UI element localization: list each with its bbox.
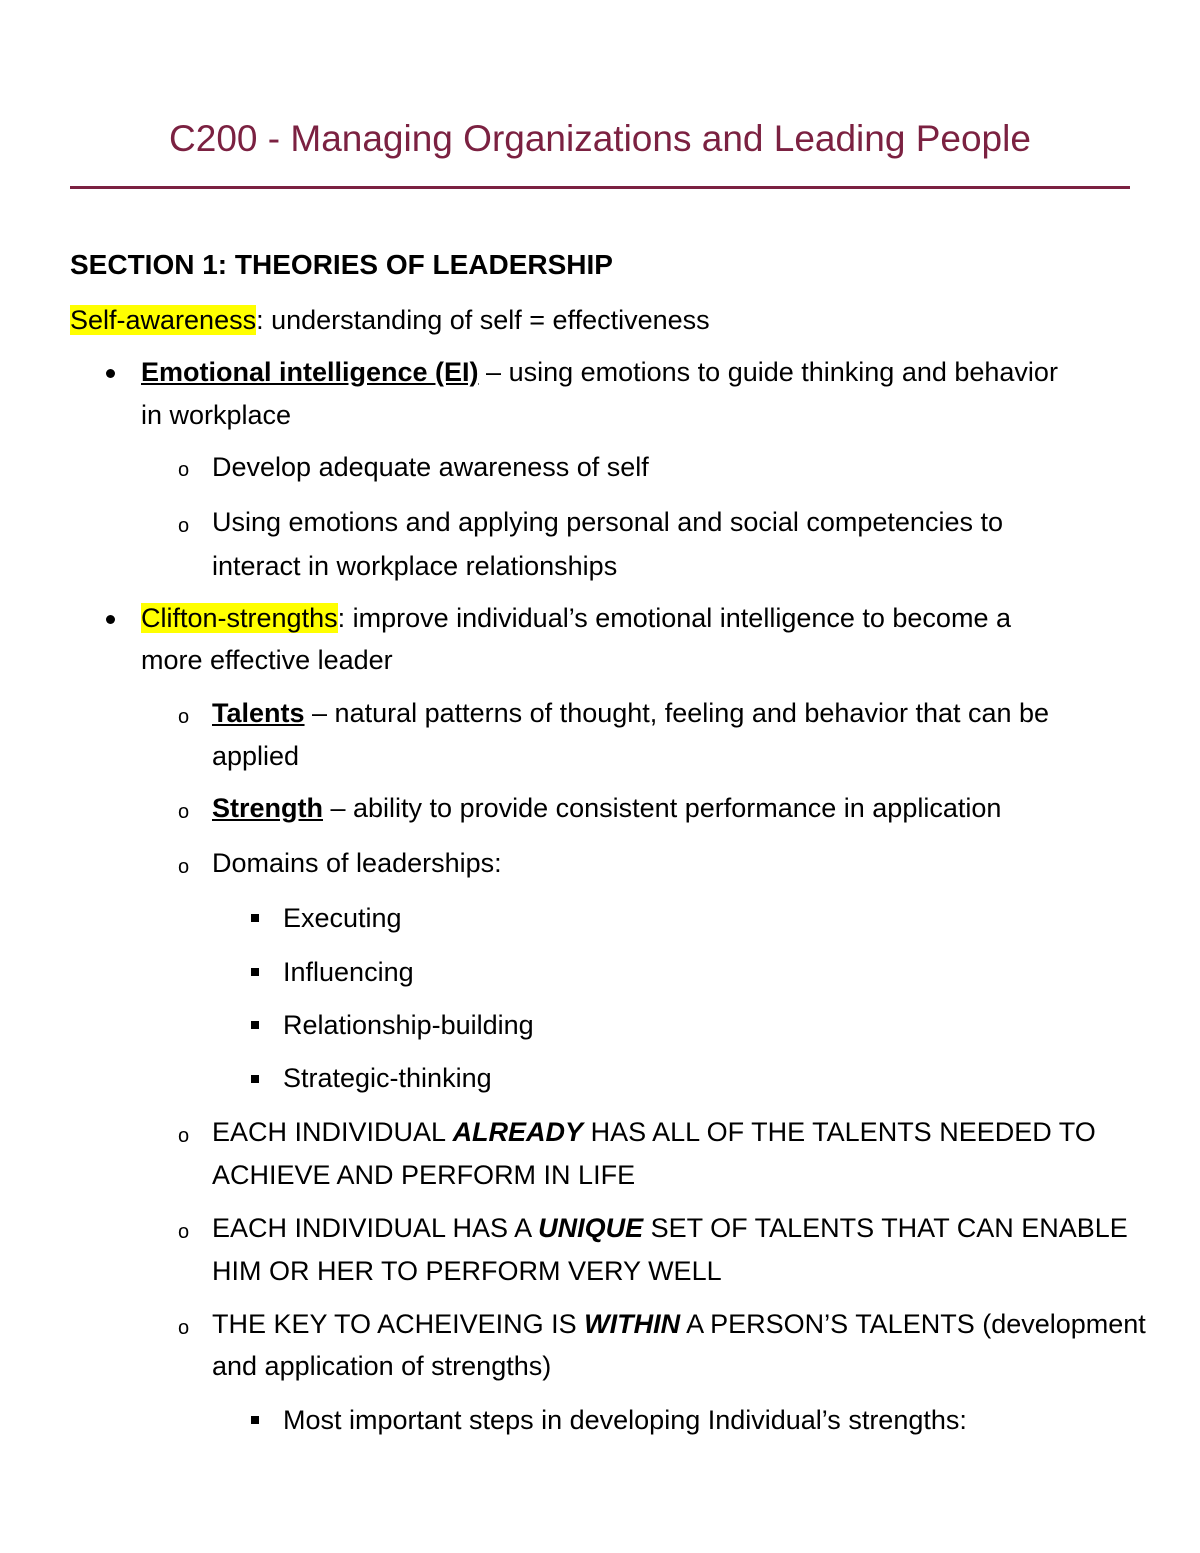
principle-emphasis: UNIQUE <box>538 1213 644 1243</box>
section-heading: SECTION 1: THEORIES OF LEADERSHIP <box>70 249 613 280</box>
principle-emphasis: ALREADY <box>452 1117 584 1147</box>
clifton-term: Clifton-strengths <box>141 603 338 633</box>
ei-sub-item-2-continued: interact in workplace relationships <box>212 551 618 581</box>
title-divider <box>70 186 1130 189</box>
domain-item: Influencing <box>283 957 414 987</box>
square-bullet-icon <box>251 968 259 976</box>
principle-text: SET OF TALENTS THAT CAN ENABLE <box>643 1213 1128 1243</box>
principle-text: EACH INDIVIDUAL HAS A <box>212 1213 539 1243</box>
bullet-icon <box>106 615 115 624</box>
ei-sub-item-1: Develop adequate awareness of self <box>212 452 649 482</box>
circle-bullet-icon: o <box>178 459 190 481</box>
self-awareness-term: Self-awareness <box>70 305 257 335</box>
domain-item: Relationship-building <box>283 1010 534 1040</box>
circle-bullet-icon: o <box>178 706 190 728</box>
principle-1 <box>212 1113 1096 1151</box>
principle-emphasis: WITHIN <box>584 1309 681 1339</box>
square-bullet-icon <box>251 1075 259 1083</box>
principle-text: A PERSON’S TALENTS (development <box>680 1309 1146 1339</box>
square-bullet-icon <box>251 914 259 922</box>
ei-definition: – using emotions to guide thinking and behavior <box>478 357 1058 387</box>
principle-3-continued: and application of strengths) <box>212 1351 552 1381</box>
principle-2 <box>212 1209 1128 1247</box>
bullet-icon <box>106 369 115 378</box>
clifton-line-continued: more effective leader <box>141 645 393 675</box>
principle-3 <box>212 1305 1146 1343</box>
talents-term: Talents <box>212 698 305 728</box>
talents-line <box>212 694 1049 732</box>
principle-text: EACH INDIVIDUAL <box>212 1117 453 1147</box>
talents-definition: – natural patterns of thought, feeling and behavior that can be <box>304 698 1050 728</box>
circle-bullet-icon: o <box>178 801 190 823</box>
principle-1-continued: ACHIEVE AND PERFORM IN LIFE <box>212 1160 636 1190</box>
self-awareness-definition: : understanding of self = effectiveness <box>256 305 710 335</box>
principle-2-continued: HIM OR HER TO PERFORM VERY WELL <box>212 1256 722 1286</box>
ei-sub-item-2: Using emotions and applying personal and social competencies to <box>212 507 1003 537</box>
square-bullet-icon <box>251 1021 259 1029</box>
ei-line <box>141 353 1058 391</box>
domain-item: Strategic-thinking <box>283 1063 492 1093</box>
domains-line: Domains of leaderships: <box>212 848 502 878</box>
clifton-line <box>141 599 1011 637</box>
domain-item: Executing <box>283 903 402 933</box>
clifton-definition: : improve individual’s emotional intelligence to become a <box>337 603 1011 633</box>
ei-line-continued: in workplace <box>141 400 292 430</box>
principle-text: HAS ALL OF THE TALENTS NEEDED TO <box>583 1117 1096 1147</box>
talents-line-continued: applied <box>212 741 300 771</box>
circle-bullet-icon: o <box>178 1221 190 1243</box>
principle-text: THE KEY TO ACHEIVEING IS <box>212 1309 585 1339</box>
strength-term: Strength <box>212 793 323 823</box>
ei-term: Emotional intelligence (EI) <box>141 357 479 387</box>
steps-line: Most important steps in developing Individual’s strengths: <box>283 1405 967 1435</box>
circle-bullet-icon: o <box>178 856 190 878</box>
circle-bullet-icon: o <box>178 1317 190 1339</box>
square-bullet-icon <box>251 1416 259 1424</box>
strength-definition: – ability to provide consistent performance in application <box>323 793 1002 823</box>
strength-line <box>212 789 1001 827</box>
self-awareness-line <box>70 301 710 339</box>
document-title: C200 - Managing Organizations and Leading People <box>169 118 1031 159</box>
circle-bullet-icon: o <box>178 515 190 537</box>
circle-bullet-icon: o <box>178 1125 190 1147</box>
